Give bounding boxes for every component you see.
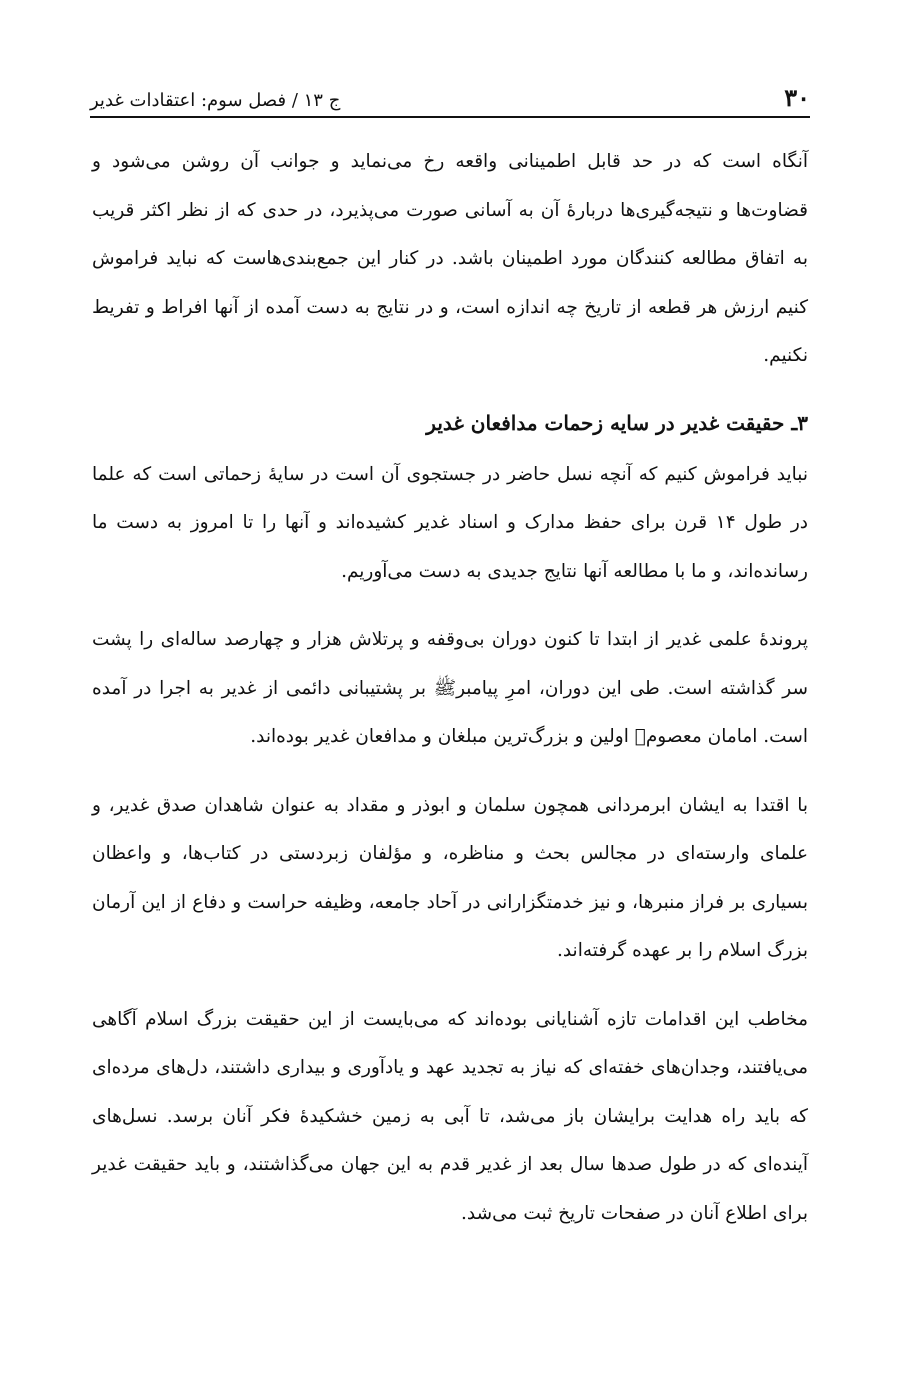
section-heading: ۳ـ حقیقت غدیر در سایه زحمات مدافعان غدیر [426, 410, 808, 435]
running-head: ج ۱۳ / فصل سوم: اعتقادات غدیر [90, 90, 341, 111]
paragraph-1: آنگاه است که در حد قابل اطمینانی واقعه رخ می‌نماید و جوانب آن روشن می‌شود و قضاوت‌ها و نتیجه‌گیری‌ها دربارۀ آن به آسانی صورت می‌پذیرد، در حدی که از نظر اکثر قریب به اتفاق مطالعه کنندگان مورد اطمینان باشد. در کنار این جمع‌بندی‌هاست که نباید فراموش کنیم ارزش هر قطعه از تاریخ چه اندازه است، و در نتایج به دست آمده از آنها افراط و تفریط نکنیم. [92, 151, 808, 366]
page-body [92, 138, 808, 1258]
paragraph-4: با اقتدا به ایشان ابرمردانی همچون سلمان و ابوذر و مقداد به عنوان شاهدان صدق غدیر، و علمای وارسته‌ای در مجالس بحث و مناظره، و مؤلفان زبردستی در کتاب‌ها، و واعظان بسیاری بر فراز منبرها، و نیز خدمتگزارانی در آحاد جامعه، وظیفه حراست و دفاع از این آرمان بزرگ اسلام را بر عهده گرفته‌اند. [92, 794, 808, 961]
page-header [90, 68, 810, 118]
page-number: ۳۰ [784, 83, 810, 112]
paragraph-3: پروندۀ علمی غدیر از ابتدا تا کنون دوران بی‌وقفه و پرتلاش هزار و چهارصد ساله‌ای را پشت سر گذاشته است. طی این دوران، امرِ پیامبرﷺ بر پشتیبانی دائمی از غدیر به اجرا در آمده است. امامان معصوم﷩ اولین و بزرگ‌ترین مبلغان و مدافعان غدیر بوده‌اند. [92, 629, 808, 747]
paragraph-2: نباید فراموش کنیم که آنچه نسل حاضر در جستجوی آن است در سایۀ زحماتی است که علما در طول ۱۴ قرن برای حفظ مدارک و اسناد غدیر کشیده‌اند و آنها را تا امروز به دست ما رسانده‌اند، و ما با مطالعه آنها نتایج جدیدی به دست می‌آوریم. [92, 463, 808, 582]
paragraph-5: مخاطب این اقدامات تازه آشنایانی بوده‌اند که می‌بایست از این حقیقت بزرگ اسلام آگاهی می‌یافتند، وجدان‌های خفته‌ای که نیاز به تجدید عهد و یادآوری و بیداری داشتند، دل‌های مرده‌ای که باید راه هدایت برایشان باز می‌شد، تا آبی به زمین خشکیدۀ فکر آنان برسد. نسل‌های آینده‌ای که در طول صدها سال بعد از غدیر قدم به این جهان می‌گذاشتند، و باید حقیقت غدیر برای اطلاع آنان در صفحات تاریخ ثبت می‌شد. [92, 1008, 808, 1224]
